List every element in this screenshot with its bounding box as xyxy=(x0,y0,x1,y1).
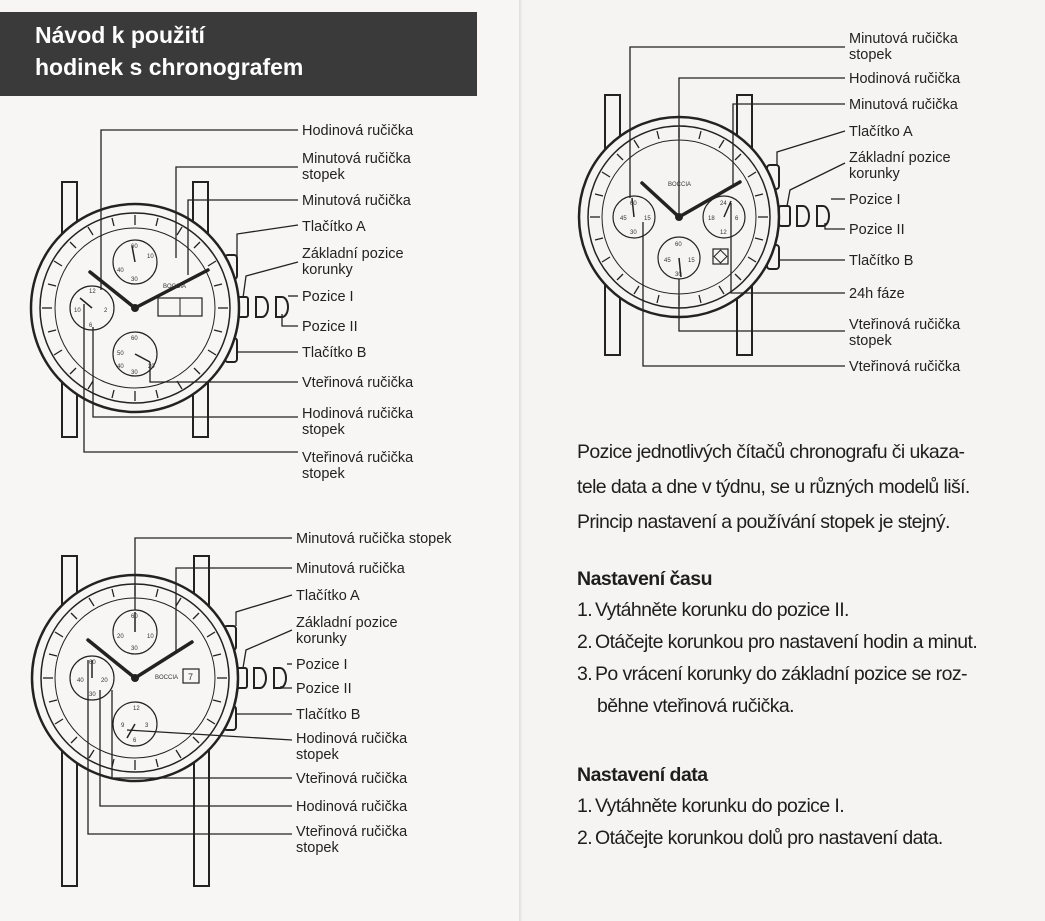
svg-text:40: 40 xyxy=(117,268,124,274)
svg-text:30: 30 xyxy=(131,646,138,652)
svg-text:Základní pozice: Základní pozice xyxy=(302,246,404,262)
svg-text:12: 12 xyxy=(720,230,727,236)
svg-text:6: 6 xyxy=(735,216,739,222)
svg-text:Minutová ručička stopek: Minutová ručička stopek xyxy=(296,531,452,547)
svg-text:10: 10 xyxy=(147,254,154,260)
svg-text:Tlačítko B: Tlačítko B xyxy=(849,253,914,269)
svg-text:stopek: stopek xyxy=(849,47,892,63)
watch-diagram-3 xyxy=(579,95,829,355)
svg-text:Tlačítko A: Tlačítko A xyxy=(302,219,366,235)
svg-text:Vteřinová ručička: Vteřinová ručička xyxy=(849,317,961,333)
watch1-brand-logo: BOCCIA xyxy=(163,284,187,290)
svg-text:Vteřinová ručička: Vteřinová ručička xyxy=(296,824,408,840)
time-step-2: 2. Otáčejte korunkou pro nastavení hodin a minut. xyxy=(577,631,978,653)
time-step-3: 3. Po vrácení korunky do základní pozice se roz- xyxy=(577,663,967,685)
svg-text:Pozice I: Pozice I xyxy=(849,192,901,208)
svg-text:Tlačítko A: Tlačítko A xyxy=(296,588,360,604)
svg-text:stopek: stopek xyxy=(302,466,345,482)
svg-text:30: 30 xyxy=(630,230,637,236)
svg-text:50: 50 xyxy=(117,351,124,357)
svg-text:Minutová ručička: Minutová ručička xyxy=(849,31,958,47)
svg-text:Pozice II: Pozice II xyxy=(302,319,358,335)
svg-text:stopek: stopek xyxy=(302,167,345,183)
svg-text:30: 30 xyxy=(89,692,96,698)
svg-text:Pozice II: Pozice II xyxy=(296,681,352,697)
svg-text:Vteřinová ručička: Vteřinová ručička xyxy=(302,375,414,391)
svg-text:3: 3 xyxy=(145,723,149,729)
svg-text:40: 40 xyxy=(117,364,124,370)
svg-text:6: 6 xyxy=(133,738,137,744)
svg-text:60: 60 xyxy=(131,336,138,342)
svg-text:30: 30 xyxy=(131,370,138,376)
svg-text:Hodinová ručička: Hodinová ručička xyxy=(302,123,414,139)
svg-text:15: 15 xyxy=(688,258,695,264)
svg-text:Minutová ručička: Minutová ručička xyxy=(302,193,411,209)
svg-text:20: 20 xyxy=(117,634,124,640)
svg-text:Tlačítko B: Tlačítko B xyxy=(302,345,367,361)
watch3-labels xyxy=(849,31,961,375)
svg-text:9: 9 xyxy=(121,723,125,729)
svg-text:korunky: korunky xyxy=(849,166,900,182)
svg-text:Tlačítko B: Tlačítko B xyxy=(296,707,361,723)
watch3-brand-logo: BOCCIA xyxy=(668,182,692,188)
svg-text:Hodinová ručička: Hodinová ručička xyxy=(296,799,408,815)
svg-text:Základní pozice: Základní pozice xyxy=(296,615,398,631)
heading-date-setting: Nastavení data xyxy=(577,764,708,786)
svg-text:18: 18 xyxy=(708,216,715,222)
svg-text:30: 30 xyxy=(131,277,138,283)
svg-text:stopek: stopek xyxy=(849,333,892,349)
watch2-brand-logo: BOCCIA xyxy=(155,675,179,681)
svg-text:2: 2 xyxy=(104,308,108,314)
svg-text:Hodinová ručička: Hodinová ručička xyxy=(296,731,408,747)
svg-text:Pozice II: Pozice II xyxy=(849,222,905,238)
svg-text:45: 45 xyxy=(664,258,671,264)
svg-text:24: 24 xyxy=(720,201,727,207)
svg-text:45: 45 xyxy=(620,216,627,222)
svg-text:20: 20 xyxy=(101,678,108,684)
svg-text:Vteřinová ručička: Vteřinová ručička xyxy=(849,359,961,375)
svg-text:Hodinová ručička: Hodinová ručička xyxy=(302,406,414,422)
svg-text:60: 60 xyxy=(89,660,96,666)
svg-text:20: 20 xyxy=(148,364,155,370)
watch-diagram-1 xyxy=(31,182,288,437)
title-line-2: hodinek s chronografem xyxy=(35,54,304,80)
svg-text:Pozice I: Pozice I xyxy=(296,657,348,673)
intro-line-3: Princip nastavení a používání stopek je stejný. xyxy=(577,511,950,533)
watch1-labels xyxy=(302,123,414,482)
svg-text:Pozice I: Pozice I xyxy=(302,289,354,305)
date-step-1: 1. Vytáhněte korunku do pozice I. xyxy=(577,795,845,817)
svg-text:korunky: korunky xyxy=(302,262,353,278)
time-step-3-cont: běhne vteřinová ručička. xyxy=(597,695,794,717)
svg-text:10: 10 xyxy=(147,634,154,640)
svg-text:Hodinová ručička: Hodinová ručička xyxy=(849,71,961,87)
title-line-1: Návod k použití xyxy=(35,22,205,48)
watch-diagram-2 xyxy=(32,556,286,886)
svg-text:Minutová ručička: Minutová ručička xyxy=(296,561,405,577)
svg-text:12: 12 xyxy=(89,289,96,295)
watch2-date-value: 7 xyxy=(188,672,194,682)
svg-text:24h fáze: 24h fáze xyxy=(849,286,905,302)
svg-text:Základní pozice: Základní pozice xyxy=(849,150,951,166)
svg-text:15: 15 xyxy=(644,216,651,222)
svg-text:Vteřinová ručička: Vteřinová ručička xyxy=(296,771,408,787)
time-step-1: 1. Vytáhněte korunku do pozice II. xyxy=(577,599,849,621)
svg-text:30: 30 xyxy=(675,272,682,278)
svg-text:Vteřinová ručička: Vteřinová ručička xyxy=(302,450,414,466)
intro-line-2: tele data a dne v týdnu, se u různých modelů liší. xyxy=(577,476,970,498)
svg-text:Minutová ručička: Minutová ručička xyxy=(849,97,958,113)
svg-text:Minutová ručička: Minutová ručička xyxy=(302,151,411,167)
svg-text:12: 12 xyxy=(133,706,140,712)
svg-text:60: 60 xyxy=(131,614,138,620)
svg-text:60: 60 xyxy=(630,201,637,207)
intro-line-1: Pozice jednotlivých čítačů chronografu či ukaza- xyxy=(577,441,965,463)
svg-text:Tlačítko A: Tlačítko A xyxy=(849,124,913,140)
svg-text:korunky: korunky xyxy=(296,631,347,647)
svg-text:stopek: stopek xyxy=(302,422,345,438)
svg-text:40: 40 xyxy=(77,678,84,684)
watch2-labels xyxy=(296,531,452,856)
svg-text:60: 60 xyxy=(131,244,138,250)
heading-time-setting: Nastavení času xyxy=(577,568,712,590)
svg-text:60: 60 xyxy=(675,242,682,248)
svg-text:stopek: stopek xyxy=(296,747,339,763)
svg-text:10: 10 xyxy=(74,308,81,314)
date-step-2: 2. Otáčejte korunkou dolů pro nastavení data. xyxy=(577,827,943,849)
svg-text:6: 6 xyxy=(89,323,93,329)
svg-text:stopek: stopek xyxy=(296,840,339,856)
